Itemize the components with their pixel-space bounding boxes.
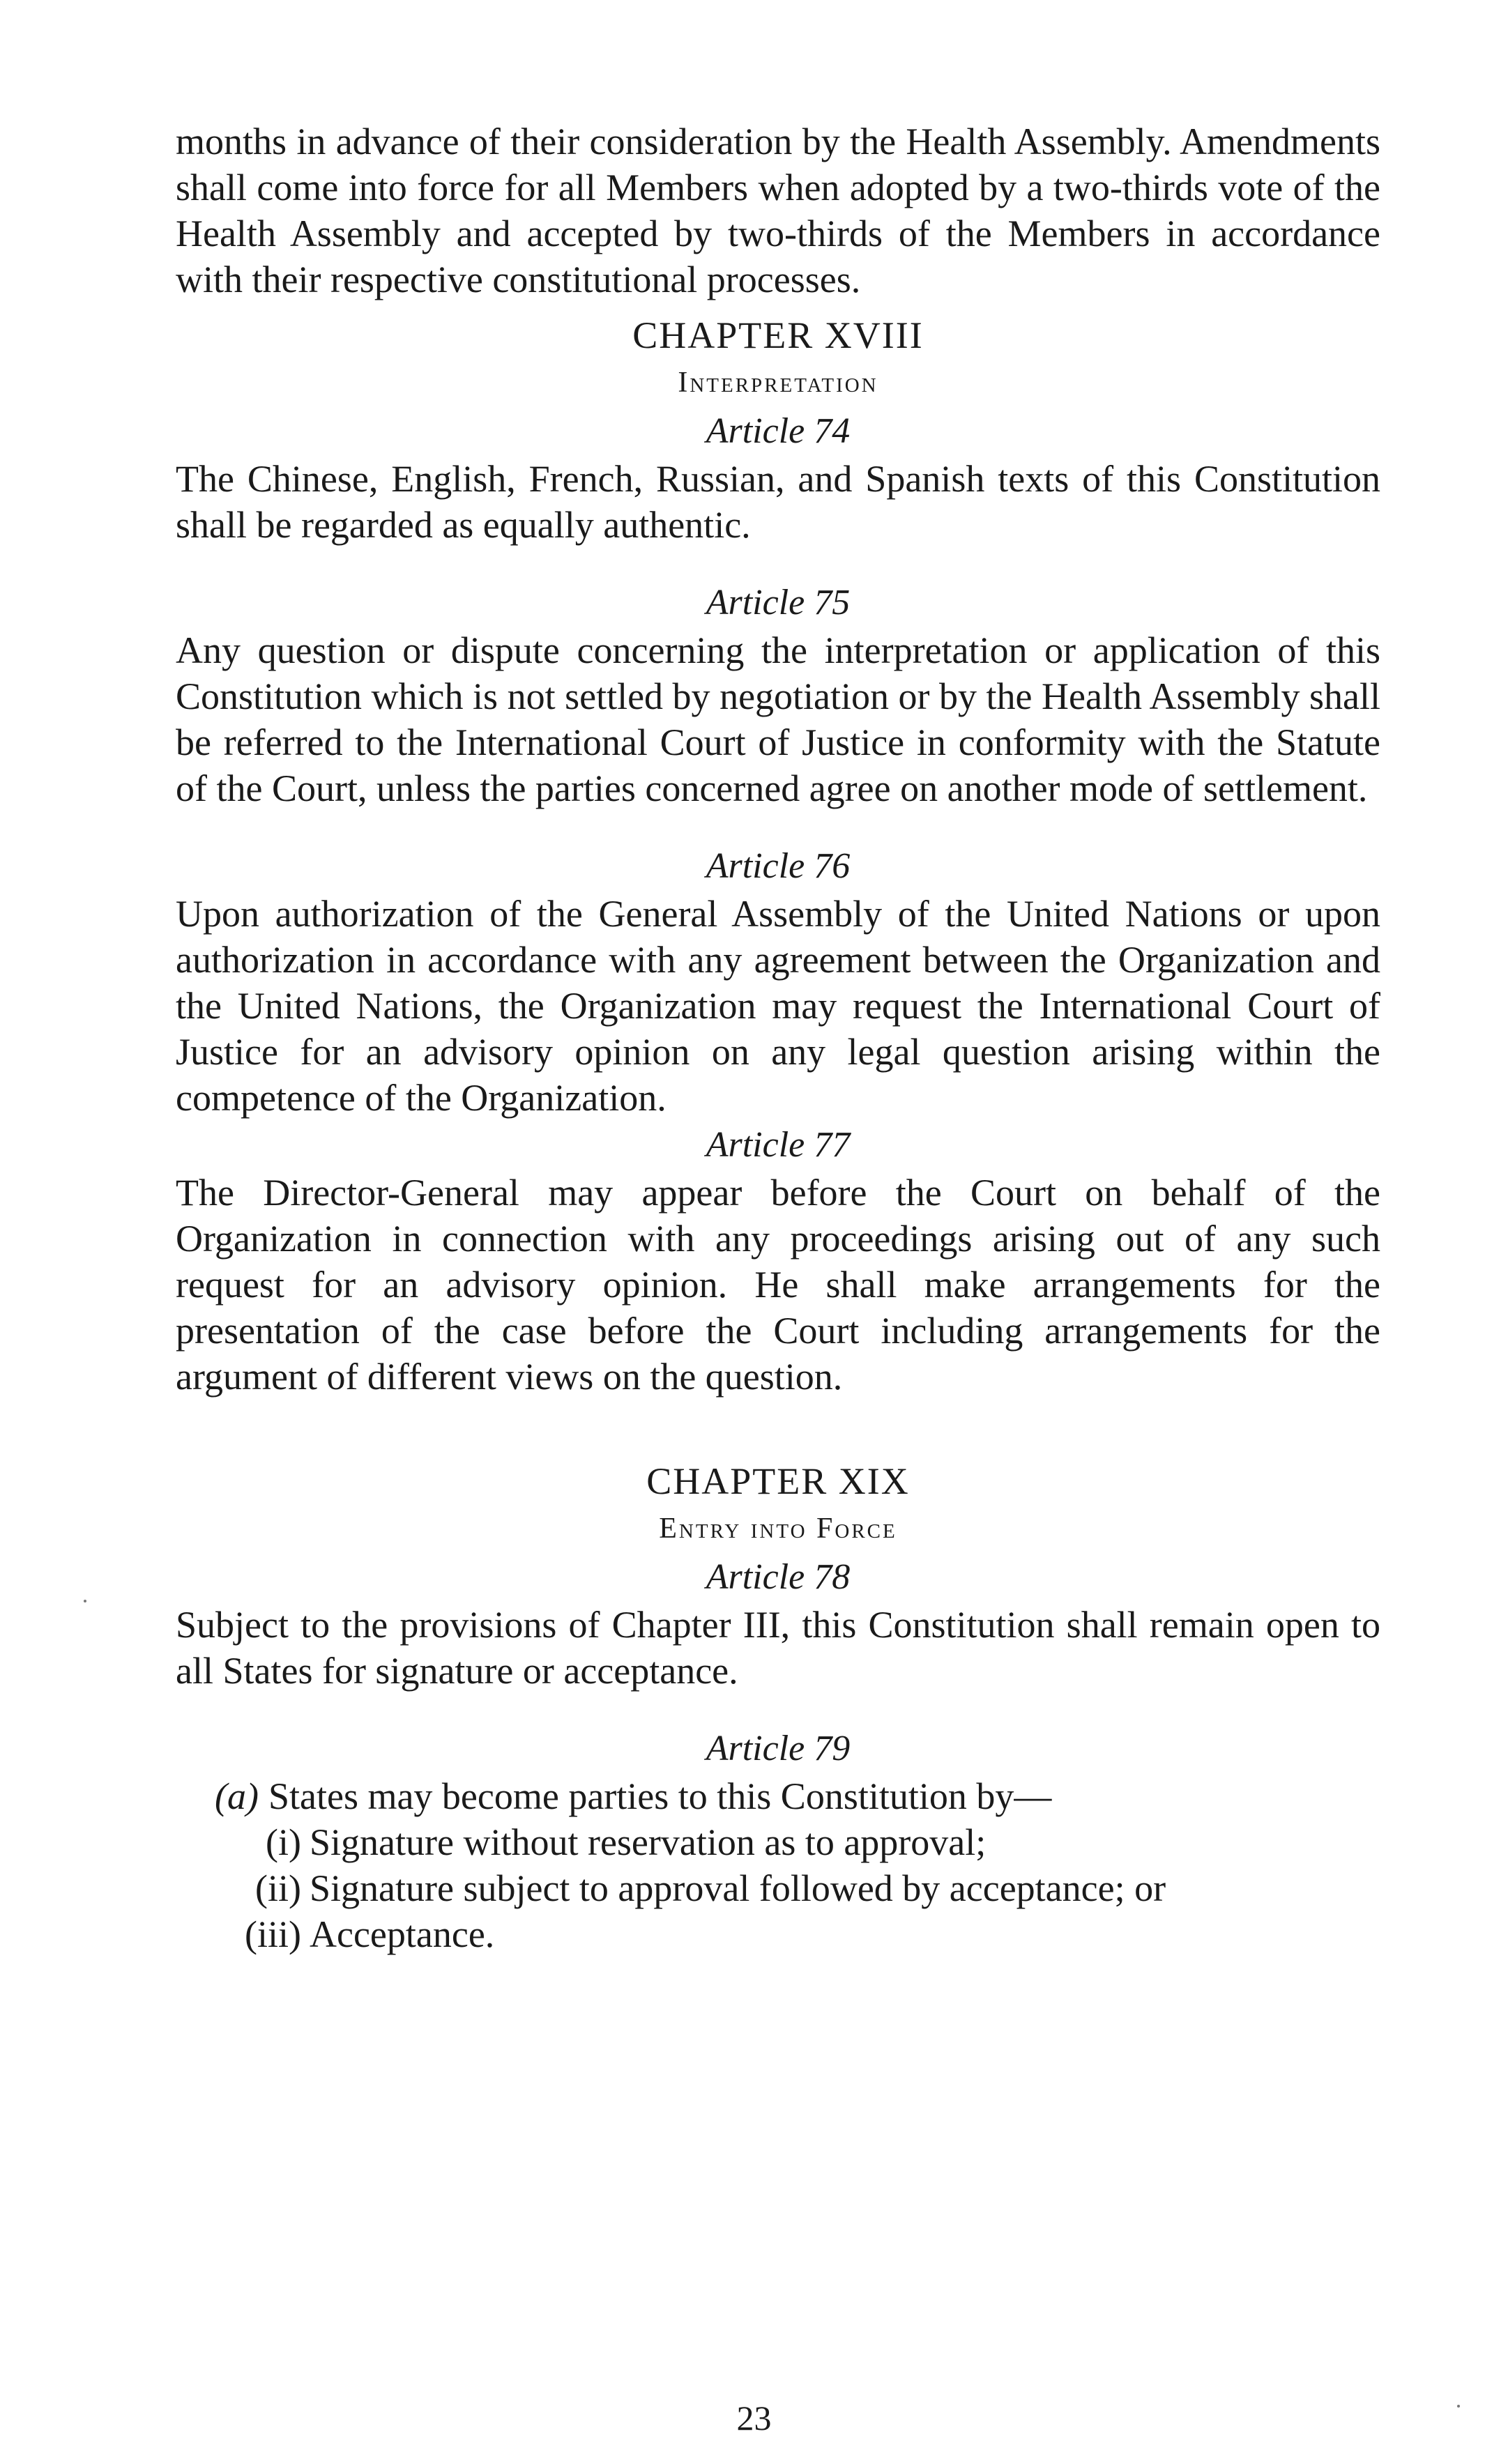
article-77-text: The Director-General may appear before the Court on behalf of the Organization in connection with any proceedings arising out of any such request for an advisory opinion. He shall make arrangements for the presentation of the case before the Court including arrangements for the argument of different views on the question.	[176, 1172, 1380, 1398]
scan-speck	[84, 1600, 86, 1602]
article-79-heading: Article 79	[706, 1729, 851, 1768]
list-item-mark: (i)	[266, 1821, 301, 1863]
page-number: 23	[736, 2398, 772, 2438]
article-76-text: Upon authorization of the General Assembly of the United Nations or upon authorization in accordance with any agreement between the Organization and the United Nations, the Organization may request the International Court of Justice for an advisory opinion on any legal question arising within the competence of the Organization.	[176, 893, 1380, 1119]
list-item-mark: (a)	[215, 1775, 259, 1817]
article-78-text: Subject to the provisions of Chapter III, this Constitution shall remain open to all States for signature or acceptance.	[176, 1604, 1380, 1692]
list-item-text: Signature without reservation as to approval;	[310, 1821, 987, 1863]
article-79-list	[176, 1773, 1380, 1957]
list-item	[176, 1819, 1380, 1865]
list-item	[176, 1773, 1380, 1819]
list-item	[176, 1865, 1380, 1911]
list-item-mark: (iii)	[245, 1913, 301, 1955]
chapter-18-title: CHAPTER XVIII	[632, 314, 924, 356]
article-77-heading: Article 77	[706, 1125, 851, 1165]
article-75-text: Any question or dispute concerning the interpretation or application of this Constitution which is not settled by negotiation or by the Health Assembly shall be referred to the International Court of Justice in conformity with the Statute of the Court, unless the parties concerned agree on another mode of settlement.	[176, 629, 1380, 809]
article-74-text: The Chinese, English, French, Russian, and Spanish texts of this Constitution shall be regarded as equally authentic.	[176, 458, 1380, 546]
document-page	[176, 118, 1380, 1957]
list-item-text: Signature subject to approval followed by acceptance; or	[310, 1867, 1166, 1909]
list-item-text: States may become parties to this Constitution by—	[268, 1775, 1052, 1817]
list-item	[176, 1911, 1380, 1957]
article-75-heading: Article 75	[706, 583, 851, 622]
scan-speck	[1457, 2405, 1460, 2408]
list-item-mark: (ii)	[255, 1867, 301, 1909]
chapter-19-subtitle: Entry into Force	[659, 1513, 897, 1545]
list-item-text: Acceptance.	[310, 1913, 495, 1955]
opening-paragraph: months in advance of their consideration by the Health Assembly. Amendments shall come into force for all Members when adopted by a two-thirds vote of the Health Assembly and accepted by two-thirds of the Members in accordance with their respective constitutional processes.	[176, 121, 1380, 300]
article-74-heading: Article 74	[706, 411, 851, 451]
chapter-19-title: CHAPTER XIX	[646, 1460, 910, 1502]
chapter-18-subtitle: Interpretation	[678, 367, 878, 399]
article-76-heading: Article 76	[706, 846, 851, 886]
article-78-heading: Article 78	[706, 1557, 851, 1597]
